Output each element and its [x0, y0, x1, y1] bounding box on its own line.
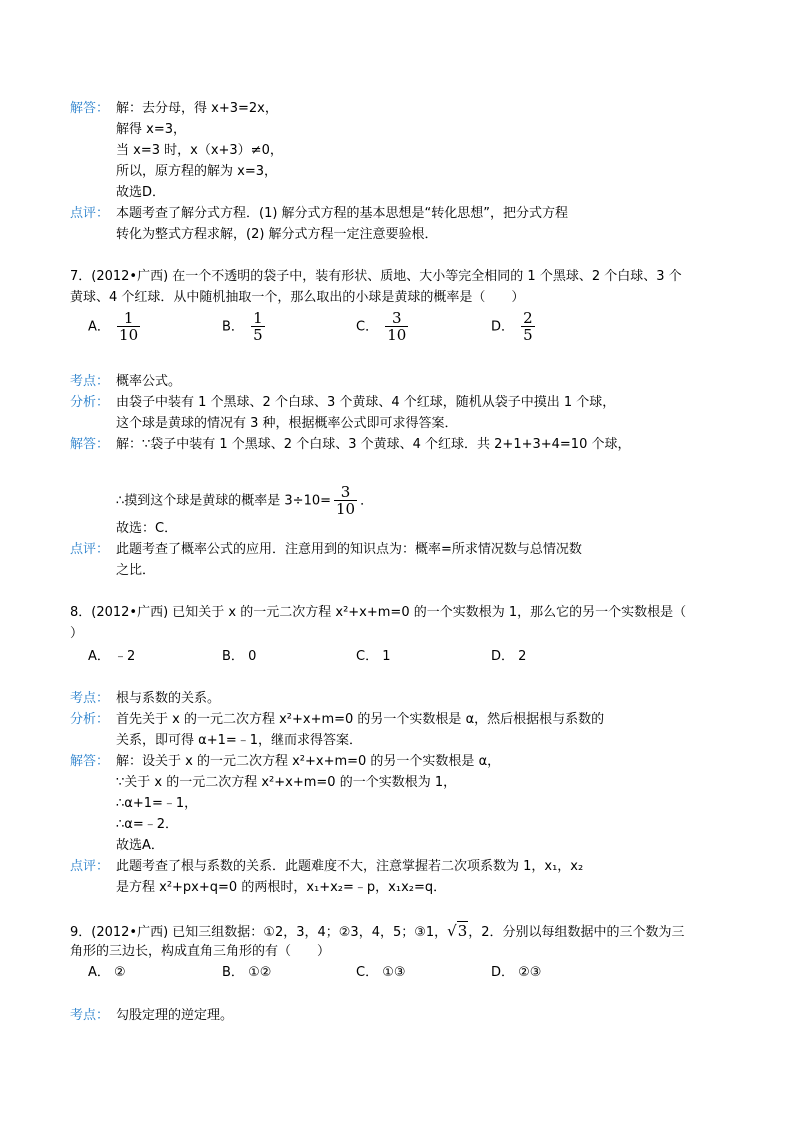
- answer-text: ．: [360, 493, 374, 509]
- answer-tag: 解答：: [70, 101, 110, 116]
- option-fraction: [385, 310, 408, 344]
- radicand: 3: [457, 922, 468, 940]
- comment-line: 是方程 x²+px+q=0 的两根时，x₁+x₂=﹣p，x₁x₂=q．: [116, 880, 447, 895]
- option-value: 2: [518, 649, 527, 664]
- answer-fraction: [334, 484, 357, 518]
- question-stem: 8．(2012•广西) 已知关于 x 的一元二次方程 x²+x+m=0 的一个实数根为 1，那么它的另一个实数根是（: [70, 605, 687, 620]
- comment-line: 此题考查了概率公式的应用．注意用到的知识点为：概率=所求情况数与总情况数: [116, 542, 582, 557]
- option-a: [88, 648, 135, 666]
- answer-line: [116, 484, 373, 518]
- analysis-tag: 分析：: [70, 712, 110, 727]
- analysis-line: 这个球是黄球的情况有 3 种，根据概率公式即可求得答案．: [116, 416, 458, 431]
- comment-tag: 点评：: [70, 542, 110, 557]
- fraction-numerator: 1: [253, 309, 263, 327]
- comment-tag: 点评：: [70, 206, 110, 221]
- option-value: 0: [248, 649, 257, 664]
- point-tag: 考点：: [70, 374, 110, 389]
- fraction-denominator: 5: [253, 326, 263, 344]
- option-d: [491, 310, 538, 344]
- answer-line: 解得 x=3，: [116, 122, 186, 137]
- option-label: C．: [356, 965, 379, 980]
- option-label: A．: [88, 649, 110, 664]
- point-text: 根与系数的关系。: [116, 691, 221, 706]
- option-c: [356, 310, 411, 344]
- option-value: ①②: [248, 965, 272, 980]
- option-label: D．: [491, 319, 515, 335]
- option-label: C．: [356, 319, 379, 335]
- option-value: ②③: [518, 965, 542, 980]
- question-stem: 角形的三边长，构成直角三角形的有（ ）: [70, 944, 331, 959]
- option-label: D．: [491, 965, 515, 980]
- question-stem: 7．(2012•广西) 在一个不透明的袋子中，装有形状、质地、大小等完全相同的 1 个黑球、2 个白球、3 个: [70, 269, 682, 284]
- answer-line: ∴α=﹣2．: [116, 817, 179, 832]
- fraction-denominator: 5: [523, 326, 533, 344]
- comment-tag: 点评：: [70, 859, 110, 874]
- analysis-line: 关系，即可得 α+1=﹣1，继而求得答案．: [116, 733, 363, 748]
- stem-text: 9．(2012•广西) 已知三组数据：①2，3，4；②3，4，5；③1，: [70, 925, 448, 940]
- answer-text: ∴摸到这个球是黄球的概率是 3÷10=: [116, 493, 332, 509]
- option-c: [356, 964, 406, 982]
- option-b: [222, 964, 271, 982]
- option-value: ②: [114, 965, 126, 980]
- answer-line: 解：∵袋子中装有 1 个黑球、2 个白球、3 个黄球、4 个红球．共 2+1+3+4=10 个球，: [116, 437, 631, 452]
- option-label: A．: [88, 965, 110, 980]
- stem-text: ，2．分别以每组数据中的三个数为三: [468, 925, 685, 940]
- answer-line: 故选A．: [116, 838, 164, 853]
- answer-line: ∵关于 x 的一元二次方程 x²+x+m=0 的一个实数根为 1，: [116, 775, 457, 790]
- option-d: [491, 648, 526, 666]
- option-fraction: [521, 310, 535, 344]
- question-stem: ）: [70, 626, 84, 641]
- option-b: [222, 648, 256, 666]
- fraction-numerator: 2: [523, 309, 533, 327]
- comment-line: 之比．: [116, 563, 156, 578]
- fraction-numerator: 1: [123, 309, 134, 327]
- fraction-denominator: 10: [119, 326, 139, 344]
- comment-line: 此题考查了根与系数的关系．此题难度不大，注意掌握若二次项系数为 1，x₁，x₂: [116, 859, 584, 874]
- point-tag: 考点：: [70, 1008, 110, 1023]
- option-d: [491, 964, 541, 982]
- answer-line: 故选D．: [116, 185, 166, 200]
- option-b: [222, 310, 268, 344]
- option-label: C．: [356, 649, 379, 664]
- option-value: 1: [382, 649, 391, 664]
- option-value: ①③: [382, 965, 406, 980]
- option-fraction: [117, 310, 140, 344]
- option-c: [356, 648, 391, 666]
- comment-line: 本题考查了解分式方程．(1) 解分式方程的基本思想是“转化思想”，把分式方程: [116, 206, 569, 221]
- analysis-line: 由袋子中装有 1 个黑球、2 个白球、3 个黄球、4 个红球，随机从袋子中摸出 1 个球，: [116, 395, 616, 410]
- option-label: B．: [222, 649, 244, 664]
- answer-line: ∴α+1=﹣1，: [116, 796, 198, 811]
- point-text: 勾股定理的逆定理。: [116, 1008, 234, 1023]
- question-stem: [70, 922, 685, 942]
- sqrt-symbol: √3: [447, 922, 468, 940]
- fraction-denominator: 10: [336, 500, 356, 518]
- option-a: [88, 964, 126, 982]
- option-label: A．: [88, 319, 110, 335]
- comment-line: 转化为整式方程求解，(2) 解分式方程一定注意要验根．: [116, 227, 438, 242]
- point-text: 概率公式。: [116, 374, 182, 389]
- option-label: B．: [222, 319, 244, 335]
- fraction-denominator: 10: [387, 326, 407, 344]
- answer-line: 故选：C．: [116, 521, 178, 536]
- answer-tag: 解答：: [70, 754, 110, 769]
- fraction-numerator: 3: [391, 309, 402, 327]
- point-tag: 考点：: [70, 691, 110, 706]
- option-label: B．: [222, 965, 244, 980]
- answer-line: 解：设关于 x 的一元二次方程 x²+x+m=0 的另一个实数根是 α，: [116, 754, 501, 769]
- answer-line: 当 x=3 时，x（x+3）≠0，: [116, 143, 283, 158]
- option-label: D．: [491, 649, 515, 664]
- option-fraction: [251, 310, 265, 344]
- question-stem: 黄球、4 个红球．从中随机抽取一个，那么取出的小球是黄球的概率是（ ）: [70, 290, 525, 305]
- option-a: [88, 310, 143, 344]
- analysis-line: 首先关于 x 的一元二次方程 x²+x+m=0 的另一个实数根是 α，然后根据根与系数的: [116, 712, 605, 727]
- answer-line: 所以，原方程的解为 x=3，: [116, 164, 277, 179]
- answer-tag: 解答：: [70, 437, 110, 452]
- fraction-numerator: 3: [340, 483, 351, 501]
- answer-line: 解：去分母，得 x+3=2x，: [116, 101, 278, 116]
- analysis-tag: 分析：: [70, 395, 110, 410]
- option-value: ﹣2: [114, 649, 136, 664]
